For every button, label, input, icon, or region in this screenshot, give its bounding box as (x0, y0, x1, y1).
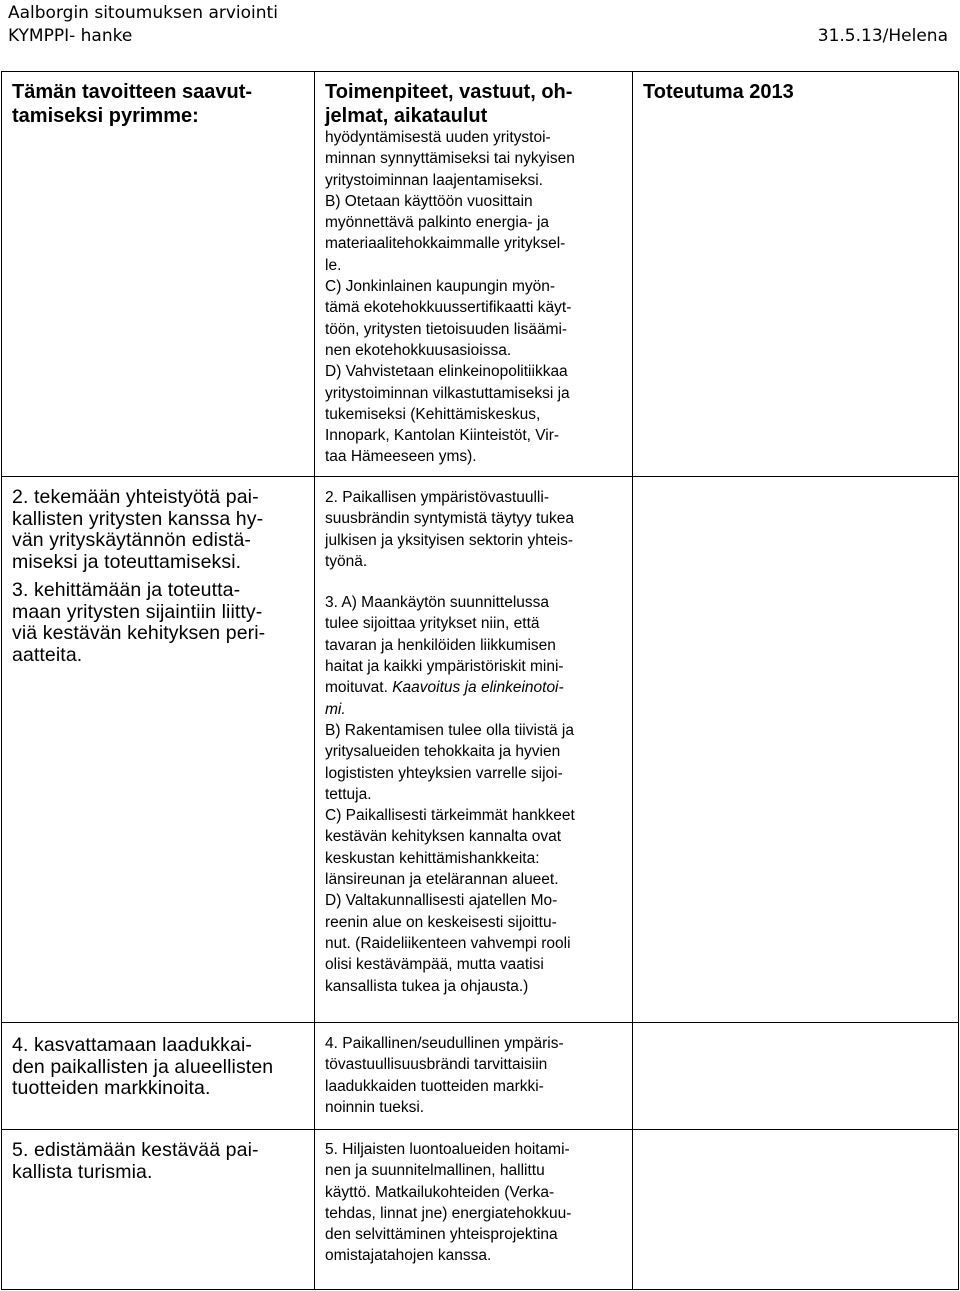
goal-4-cell (2, 1023, 315, 1130)
document-title: Aalborgin sitoumuksen arviointi (8, 3, 278, 23)
actions-2-3-cell (315, 477, 633, 1023)
project-name: KYMPPI- hanke (8, 26, 133, 46)
table-row-header (2, 72, 959, 477)
goal-5-cell (2, 1130, 315, 1290)
action-column-header: Toimenpiteet, vastuut, oh- jelmat, aikataulut (325, 81, 573, 127)
table-row-goals-2-3 (2, 477, 959, 1023)
action-4: 4. Paikallinen/seudullinen ympäris- tövastuullisuusbrändi tarvittaisiin laadukkaiden tuotteiden markki- noinnin tueksi. (325, 1035, 564, 1116)
goal-5: 5. edistämään kestävää pai- kallista turismia. (12, 1139, 259, 1183)
result-column-header: Toteutuma 2013 (643, 81, 794, 103)
action-4-cell (315, 1023, 633, 1130)
result-4-cell (633, 1023, 959, 1130)
page-header (0, 0, 960, 60)
goals-2-3-cell (2, 477, 315, 1023)
evaluation-table (1, 71, 959, 1290)
goal-3: 3. kehittämään ja toteutta- maan yritysten sijaintiin liitty- viä kestävän kehityksen peri- aatteita. (12, 579, 266, 666)
date-author: 31.5.13/Helena (817, 26, 948, 46)
goal-4: 4. kasvattamaan laadukkai- den paikallisten ja alueellisten tuotteiden markkinoita. (12, 1034, 274, 1099)
results-2-3-cell (633, 477, 959, 1023)
action-5: 5. Hiljaisten luontoalueiden hoitami- nen ja suunnitelmallinen, hallittu käyttö. Matkailukohteiden (Verka- tehdas, linnat jne) energiatehokkuu- den selvittäminen yhteisprojektina omistajatahojen kanssa. (325, 1141, 572, 1265)
table-row-goal-4 (2, 1023, 959, 1130)
goal-2: 2. tekemään yhteistyötä pai- kallisten yritysten kanssa hy- vän yrityskäytännön edistä- miseksi ja toteuttamiseksi. (12, 486, 264, 573)
action-header-cell (315, 72, 633, 477)
action-5-cell (315, 1130, 633, 1290)
action-3: 3. A) Maankäytön suunnittelussa tulee sijoittaa yritykset niin, että tavaran ja henkilöiden liikkumisen haitat ja kaikki ympäristöriskit mini- moituvat. Kaavoitus ja elinkeinotoi- mi. B) Rakentamisen tulee olla tiivistä ja yritysalueiden tehokkaita ja hyvien logististen yhteyksien varrelle sijoi- tettuja. C) Paikallisesti tärkeimmät hankkeet kestävän kehityksen kannalta ovat keskustan kehittämishankkeita: länsireunan ja etelärannan alueet. D) Valtakunnallisesti ajatellen Mo- reenin alue on keskeisesti sijoittu- nut. (Raideliikenteen vahvempi rooli olisi kestävämpää, mutta vaatisi kansallista tukea ja ohjausta.) (325, 594, 575, 995)
goal-column-header: Tämän tavoitteen saavut- tamiseksi pyrimme: (12, 81, 253, 127)
result-5-cell (633, 1130, 959, 1290)
action-1-continuation: hyödyntämisestä uuden yritystoi- minnan synnyttämiseksi tai nykyisen yritystoiminnan laajentamiseksi. B) Otetaan käyttöön vuosittain myönnettävä palkinto energia- ja materiaalitehokkaimmalle yrityksel- le. C) Jonkinlainen kaupungin myön- tämä ekotehokkuussertifikaatti käyt- töön, yritysten tietoisuuden lisäämi- nen ekotehokkuusasioissa. D) Vahvistetaan elinkeinopolitiikkaa yritystoiminnan vilkastuttamiseksi ja tukemiseksi (Kehittämiskeskus, Innopark, Kantolan Kiinteistöt, Vir- taa Hämeeseen yms). (325, 129, 575, 466)
action-2: 2. Paikallisen ympäristövastuulli- suusbrändin syntymistä täytyy tukea julkisen ja yksityisen sektorin yhteis- työnä. (325, 489, 574, 570)
result-header-cell (633, 72, 959, 477)
goal-header-cell (2, 72, 315, 477)
table-row-goal-5 (2, 1130, 959, 1290)
